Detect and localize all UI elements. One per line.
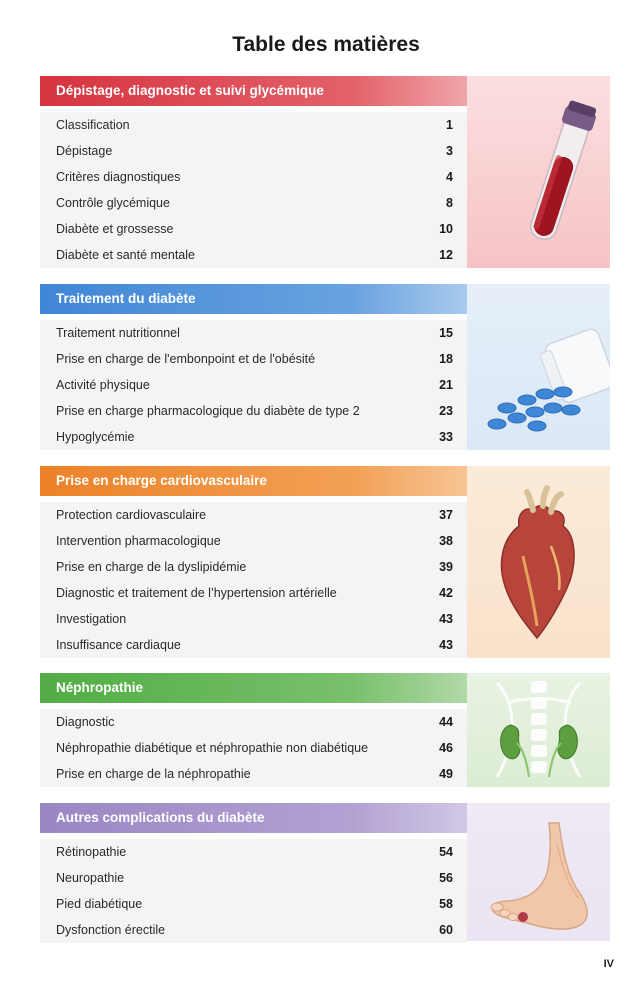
toc-entry[interactable] [40,761,467,787]
toc-entry-page: 56 [439,871,453,885]
section-heading[interactable]: Autres complications du diabète [40,803,610,833]
toc-entry-label: Contrôle glycémique [56,196,170,210]
toc-entry[interactable] [40,528,467,554]
toc-list [40,320,467,450]
toc-entry-label: Activité physique [56,378,150,392]
toc-entry-label: Dépistage [56,144,113,158]
toc-entry-page: 23 [439,404,453,418]
toc-entry-label: Diagnostic [56,715,115,729]
toc-section-treatment [40,284,610,450]
section-heading[interactable]: Traitement du diabète [40,284,610,314]
page-number: IV [603,958,614,970]
toc-entry-page: 8 [446,196,453,210]
toc-entry-label: Neuropathie [56,871,125,885]
toc-entry-label: Critères diagnostiques [56,170,181,184]
toc-entry-page: 43 [439,638,453,652]
toc-entry-label: Rétinopathie [56,845,127,859]
toc-entry-page: 38 [439,534,453,548]
foot-illustration [467,803,610,941]
toc-entry-page: 15 [439,326,453,340]
toc-entry-page: 43 [439,612,453,626]
toc-entry-label: Diabète et grossesse [56,222,174,236]
toc-entry-label: Insuffisance cardiaque [56,638,181,652]
toc-entry[interactable] [40,865,467,891]
page-title: Table des matières [232,33,420,56]
toc-entry[interactable] [40,554,467,580]
toc-entry[interactable] [40,502,467,528]
toc-entry[interactable] [40,709,467,735]
toc-entry[interactable] [40,138,467,164]
toc-section-glycemic [40,76,610,268]
toc-entry-page: 4 [446,170,453,184]
toc-entry-page: 54 [439,845,453,859]
toc-entry-page: 58 [439,897,453,911]
toc-entry-label: Protection cardiovasculaire [56,508,207,522]
heart-illustration [467,466,610,658]
toc-entry-label: Diabète et santé mentale [56,248,195,262]
toc-entry[interactable] [40,190,467,216]
kidneys-illustration [467,673,610,787]
toc-list [40,839,467,943]
toc-entry-label: Diagnostic et traitement de l’hypertension artérielle [56,586,337,600]
toc-section-complications [40,803,610,941]
toc-entry-page: 21 [439,378,453,392]
toc-entry-page: 60 [439,923,453,937]
toc-entry[interactable] [40,112,467,138]
toc-entry[interactable] [40,164,467,190]
toc-entry[interactable] [40,242,467,268]
toc-entry-page: 46 [439,741,453,755]
toc-entry-label: Pied diabétique [56,897,143,911]
toc-entry[interactable] [40,346,467,372]
toc-entry-label: Investigation [56,612,127,626]
toc-entry-label: Intervention pharmacologique [56,534,221,548]
toc-entry-label: Prise en charge de l'embonpoint et de l'obésité [56,352,316,366]
toc-entry[interactable] [40,735,467,761]
toc-entry[interactable] [40,632,467,658]
toc-section-nephropathy [40,673,610,787]
toc-entry-page: 44 [439,715,453,729]
toc-entry-label: Hypoglycémie [56,430,135,444]
blood-tube-illustration [467,76,610,268]
toc-entry[interactable] [40,372,467,398]
toc-entry-label: Classification [56,118,130,132]
section-heading[interactable]: Prise en charge cardiovasculaire [40,466,610,496]
toc-entry[interactable] [40,216,467,242]
toc-entry-page: 37 [439,508,453,522]
toc-entry-label: Prise en charge de la néphropathie [56,767,251,781]
toc-entry-page: 1 [446,118,453,132]
toc-entry-page: 10 [439,222,453,236]
section-heading[interactable]: Dépistage, diagnostic et suivi glycémique [40,76,610,106]
toc-entry[interactable] [40,580,467,606]
toc-entry-page: 42 [439,586,453,600]
toc-entry-label: Dysfonction érectile [56,923,166,937]
toc-entry-page: 12 [439,248,453,262]
toc-entry[interactable] [40,320,467,346]
toc-entry[interactable] [40,917,467,943]
section-heading[interactable]: Néphropathie [40,673,610,703]
toc-list [40,112,467,268]
toc-entry-label: Traitement nutritionnel [56,326,180,340]
toc-entry[interactable] [40,424,467,450]
toc-entry-label: Prise en charge pharmacologique du diabète de type 2 [56,404,360,418]
toc-entry-page: 33 [439,430,453,444]
toc-entry[interactable] [40,398,467,424]
toc-entry-page: 39 [439,560,453,574]
toc-section-cardio [40,466,610,658]
pills-bottle-illustration [467,284,610,450]
toc-entry[interactable] [40,606,467,632]
toc-entry[interactable] [40,891,467,917]
toc-entry-label: Néphropathie diabétique et néphropathie non diabétique [56,741,369,755]
toc-entry-label: Prise en charge de la dyslipidémie [56,560,247,574]
toc-entry-page: 3 [446,144,453,158]
toc-list [40,502,467,658]
toc-entry-page: 18 [439,352,453,366]
toc-list [40,709,467,787]
toc-entry[interactable] [40,839,467,865]
toc-entry-page: 49 [439,767,453,781]
